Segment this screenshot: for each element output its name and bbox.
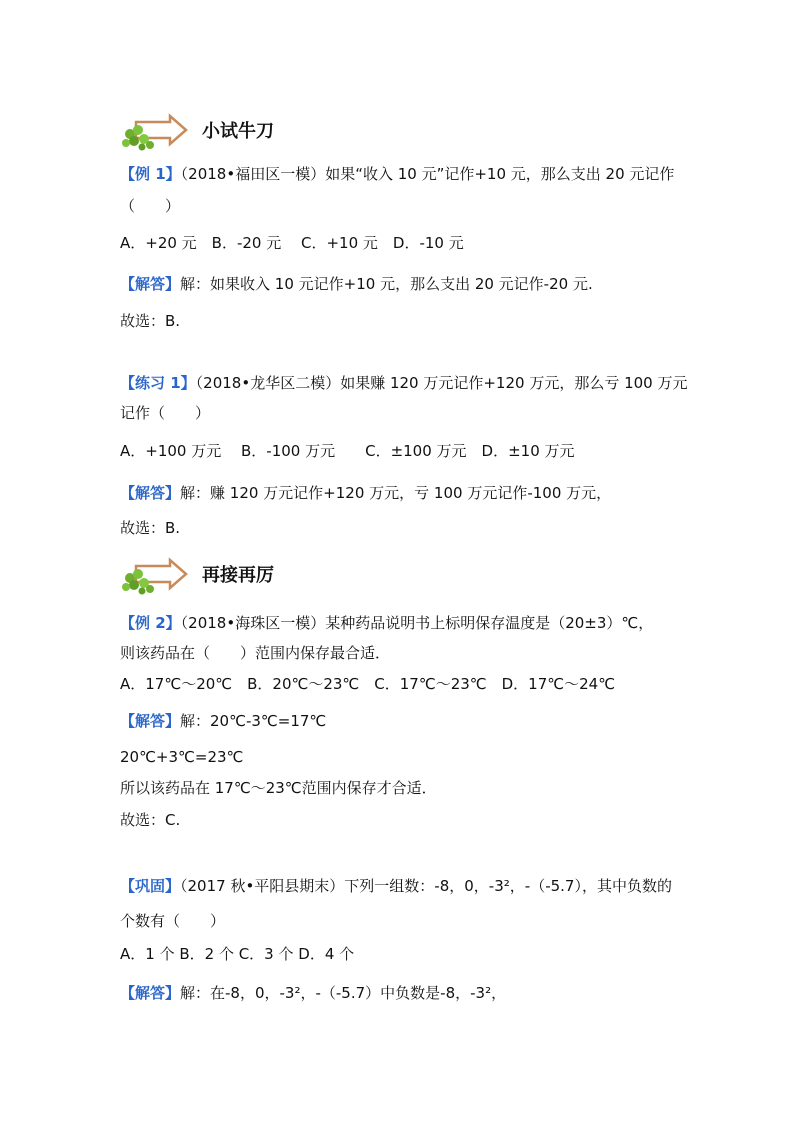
solution-tag: 【解答】: [120, 712, 181, 730]
question-text: （2018•福田区一模）如果“收入 10 元”记作+10 元，那么支出 20 元记作: [180, 165, 675, 183]
example-1-question: [120, 164, 674, 184]
solution-text: 解：如果收入 10 元记作+10 元，那么支出 20 元记作-20 元.: [180, 275, 593, 293]
section-title: 再接再厉: [202, 565, 274, 586]
solution: [120, 274, 593, 294]
solution-tag: 【解答】: [120, 484, 181, 502]
clover-arrow-icon: [120, 112, 190, 152]
question-text: （2018•龙华区二模）如果赚 120 万元记作+120 万元，那么亏 100 万元: [195, 374, 688, 392]
section-header-2: [120, 556, 420, 596]
choice-text: 故选：B.: [120, 519, 181, 537]
answer-options: A．+20 元 B．-20 元 C．+10 元 D．-10 元: [120, 234, 464, 252]
question-text-continued: 则该药品在（ ）范围内保存最合适．: [120, 644, 391, 662]
solution-text: 解：在-8，0，-3²，-（-5.7）中负数是-8，-3²，: [180, 984, 507, 1002]
example-tag: 【例 1】: [120, 165, 181, 183]
answer-options: A．1 个 B．2 个 C．3 个 D．4 个: [120, 945, 355, 963]
solution-text: 所以该药品在 17℃～23℃范围内保存才合适．: [120, 779, 437, 797]
answer-options: A．17℃～20℃ B．20℃～23℃ C．17℃～23℃ D．17℃～24℃: [120, 675, 616, 693]
answer-options: A．+100 万元 B．-100 万元 C．±100 万元 D．±10 万元: [120, 442, 575, 460]
solution: [120, 983, 506, 1003]
solution: [120, 483, 611, 503]
question-text-continued: 个数有（ ）: [120, 912, 226, 930]
practice-1-question: [120, 373, 688, 393]
question-text: （2017 秋•平阳县期末）下列一组数：-8，0，-3²，-（-5.7），其中负数的: [180, 877, 672, 895]
solution: [120, 711, 326, 731]
choice-text: 故选：B.: [120, 312, 181, 330]
question-text: （2018•海珠区一模）某种药品说明书上标明保存温度是（20±3）℃，: [180, 614, 654, 632]
example-2-question: [120, 613, 653, 633]
choice-text: 故选：C.: [120, 811, 181, 829]
clover-arrow-icon: [120, 556, 190, 596]
question-blank: （ ）: [120, 197, 181, 215]
solution-text: 20℃+3℃=23℃: [120, 748, 244, 766]
consolidation-tag: 【巩固】: [120, 877, 181, 895]
practice-tag: 【练习 1】: [120, 374, 196, 392]
section-header-1: [120, 112, 420, 152]
consolidation-question: [120, 876, 672, 896]
solution-text: 解：赚 120 万元记作+120 万元，亏 100 万元记作-100 万元，: [180, 484, 612, 502]
solution-tag: 【解答】: [120, 984, 181, 1002]
question-text-continued: 记作（ ）: [120, 404, 211, 422]
solution-tag: 【解答】: [120, 275, 181, 293]
solution-text: 解：20℃-3℃=17℃: [180, 712, 327, 730]
section-title: 小试牛刀: [202, 121, 274, 142]
example-tag: 【例 2】: [120, 614, 181, 632]
